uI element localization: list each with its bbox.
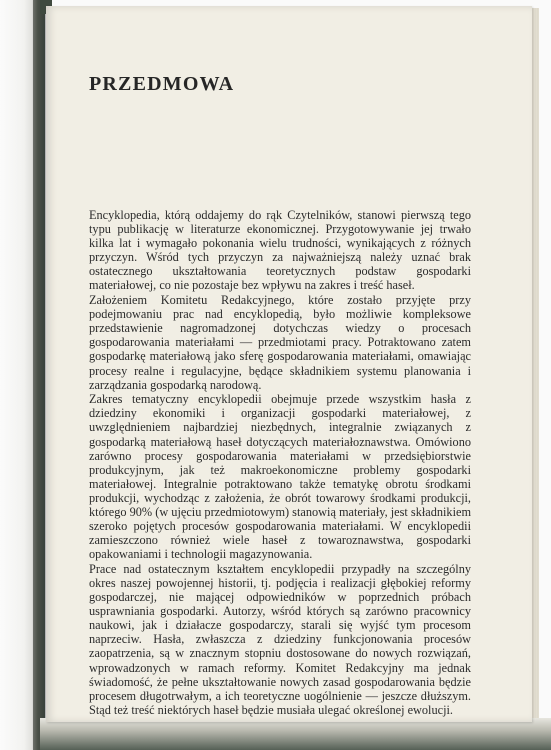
page-title: PRZEDMOWA xyxy=(89,73,235,95)
book-spine xyxy=(33,0,45,750)
paragraph-4: Prace nad ostatecznym kształtem encyklopedii przypadły na szczególny okres naszej powojennej historii, tj. podjęcia i realizacji głębokiej reformy gospodarczej, nie mającej odpowiedników w poprzednich próbach usprawniania gospodarki. Autorzy, wśród których są zarówno pracownicy naukowi, jak i działacze gospodarczy, starali się wyjść tym procesom naprzeciw. Hasła, zwłaszcza z dziedziny funkcjonowania procesów zaopatrzenia, są w znacznym stopniu dostosowane do nowych rozwiązań, wprowadzonych w ramach reformy. Komitet Redakcyjny ma jednak świadomość, że pełne ukształtowanie nowych zasad gospodarowania będzie procesem długotrwałym, a ich teoretyczne uogólnienie — jeszcze dłuższym. Stąd też treść niektórych haseł będzie musiała ulegać określonej ewolucji. xyxy=(89,561,471,717)
book-cover-bottom xyxy=(40,718,551,750)
preface-body xyxy=(89,208,471,717)
page-edges xyxy=(531,8,539,722)
paragraph-3: Zakres tematyczny encyklopedii obejmuje przede wszystkim hasła z dziedziny ekonomiki i organizacji gospodarki materiałowej, z uwzględnieniem najbardziej niezbędnych, integralnie związanych z gospodarką materiałową haseł dotyczących materiałoznawstwa. Omówiono zarówno procesy gospodarowania materiałami w przedsiębiorstwie produkcyjnym, jak też makroekonomiczne problemy gospodarki materiałowej. Integralnie potraktowano także tematykę obrotu środkami produkcji, wychodząc z założenia, że obrót towarowy środkami produkcji, którego 90% (w ujęciu przedmiotowym) stanowią materiały, jest składnikiem szeroko pojętych procesów gospodarowania materiałami. W encyklopedii zamieszczono również wiele haseł z towaroznawstwa, gospodarki opakowaniami i technologii magazynowania. xyxy=(89,392,472,562)
paragraph-2: Założeniem Komitetu Redakcyjnego, które zostało przyjęte przy podejmowaniu prac nad encyklopedią, było możliwie kompleksowe przedstawienie nagromadzonej dotychczas wiedzy o procesach gospodarowania materiałami — przedmiotami pracy. Potraktowano zatem gospodarkę materiałową jako sferę gospodarowania materiałami, omawiając procesy realne i regulacyjne, będące składnikiem systemu planowania i zarządzania gospodarką narodową. xyxy=(89,293,471,392)
paragraph-1: Encyklopedia, którą oddajemy do rąk Czytelników, stanowi pierwszą tego typu publikację w literaturze ekonomicznej. Przygotowywanie jej trwało kilka lat i wymagało pokonania wielu trudności, wynikających z różnych przyczyn. Wśród tych przyczyn za najważniejszą należy uznać brak ostatecznego ukształtowania teoretycznych podstaw gospodarki materiałowej, co nie pozostaje bez wpływu na zakres i treść haseł. xyxy=(89,208,471,293)
